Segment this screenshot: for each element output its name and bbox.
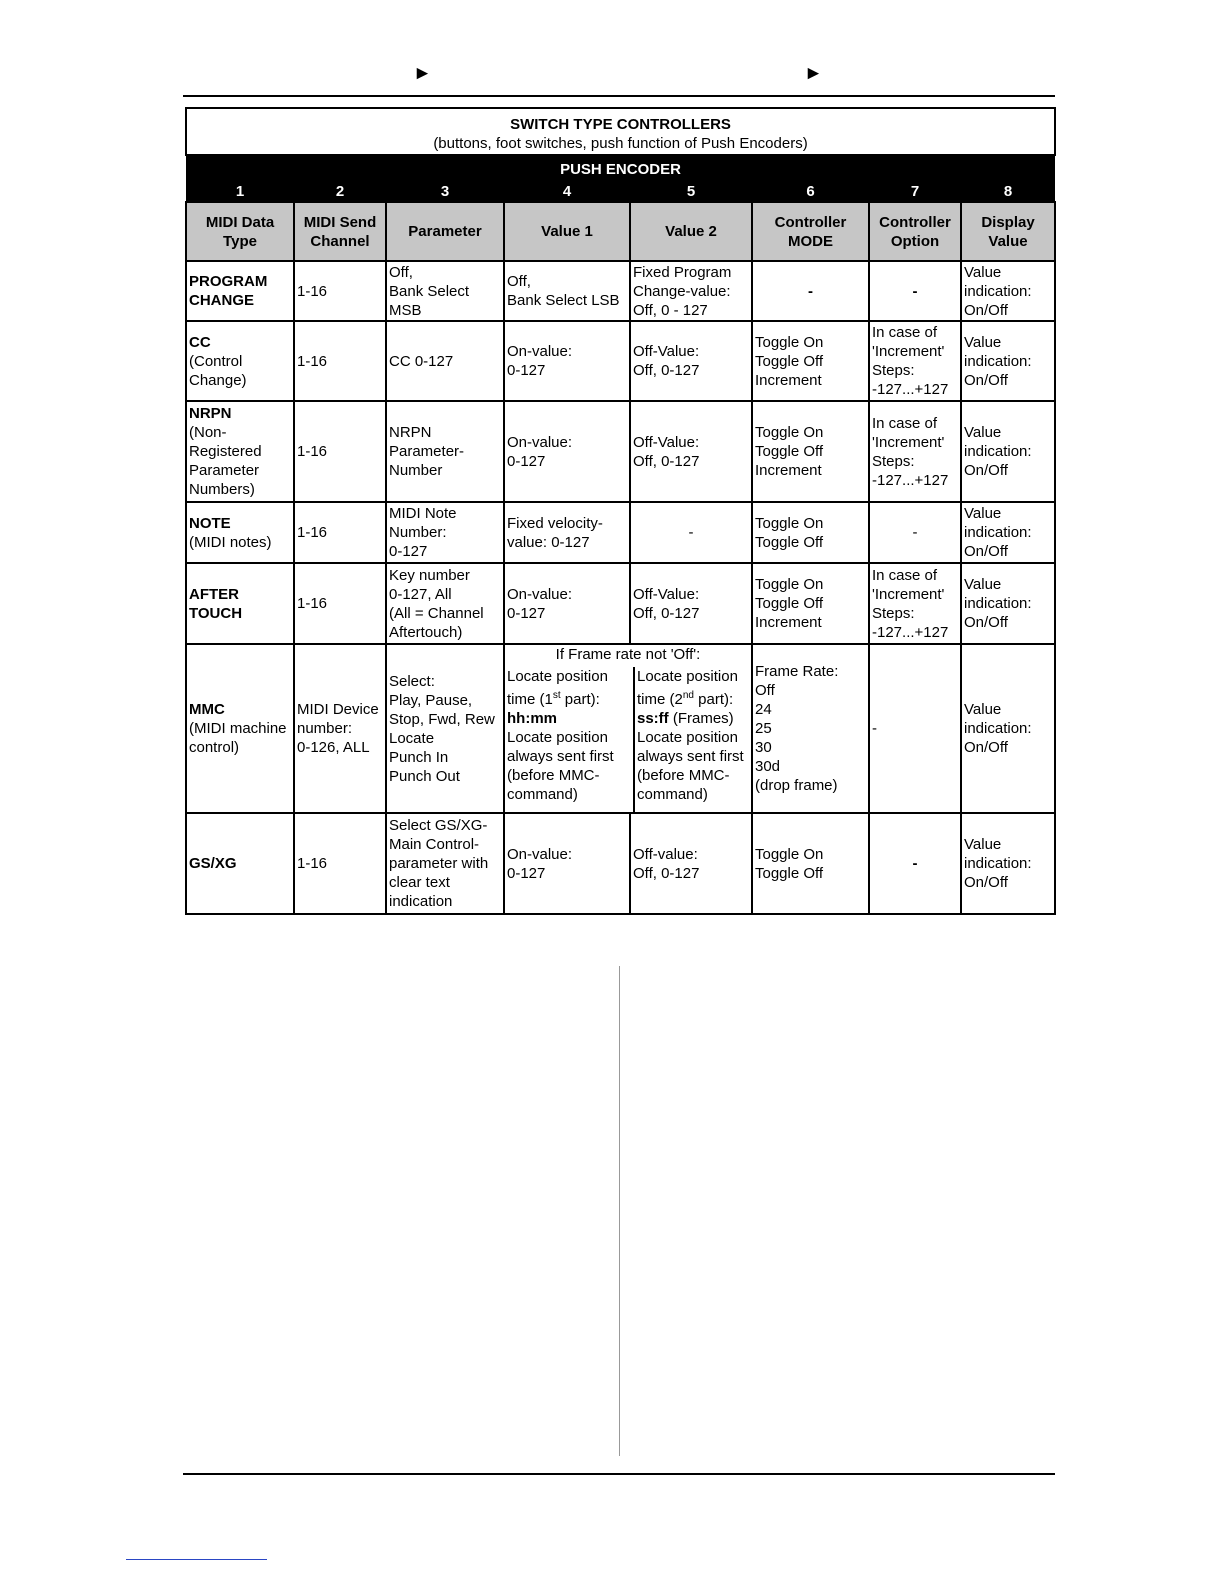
- parameter-cell: Select GS/XG- Main Control- parameter with clear text indication: [386, 813, 504, 914]
- column-number: 8: [961, 180, 1055, 202]
- parameter-cell: Key number 0-127, All (All = Channel Aftertouch): [386, 563, 504, 644]
- column-number: 5: [630, 180, 752, 202]
- column-header: Parameter: [386, 202, 504, 261]
- mmc-value-cell: [504, 644, 752, 813]
- send-channel-cell: 1-16: [294, 502, 386, 563]
- value2-cell: Locate position time (2nd part): ss:ff (Frames) Locate position always sent first (before MMC- command): [637, 668, 744, 803]
- option-cell: -: [869, 644, 961, 813]
- send-channel-cell: 1-16: [294, 563, 386, 644]
- parameter-cell: Select: Play, Pause, Stop, Fwd, Rew Locate Punch In Punch Out: [386, 644, 504, 813]
- send-channel-cell: 1-16: [294, 321, 386, 401]
- column-header: Controller Option: [869, 202, 961, 261]
- mode-cell: Frame Rate: Off 24 25 30 30d (drop frame): [752, 644, 869, 813]
- send-channel-cell: 1-16: [294, 401, 386, 502]
- option-cell: In case of 'Increment' Steps: -127...+127: [869, 401, 961, 502]
- data-type-cell: NRPN (Non- Registered Parameter Numbers): [186, 401, 294, 502]
- data-type-cell: CC (Control Change): [186, 321, 294, 401]
- data-type-cell: NOTE (MIDI notes): [186, 502, 294, 563]
- column-header: Value 1: [504, 202, 630, 261]
- value2-cell: Off-Value: Off, 0-127: [630, 401, 752, 502]
- value2-cell: Fixed Program Change-value: Off, 0 - 127: [630, 261, 752, 321]
- parameter-cell: Off, Bank Select MSB: [386, 261, 504, 321]
- column-number: 3: [386, 180, 504, 202]
- display-cell: Value indication: On/Off: [961, 401, 1055, 502]
- value2-cell: Off-Value: Off, 0-127: [630, 563, 752, 644]
- data-type-cell: MMC (MIDI machine control): [186, 644, 294, 813]
- value1-cell: Fixed velocity- value: 0-127: [504, 502, 630, 563]
- frame-rate-note: If Frame rate not 'Off':: [555, 646, 701, 663]
- display-cell: Value indication: On/Off: [961, 261, 1055, 321]
- value1-cell: On-value: 0-127: [504, 401, 630, 502]
- parameter-cell: NRPN Parameter- Number: [386, 401, 504, 502]
- mode-cell: Toggle On Toggle Off: [752, 502, 869, 563]
- send-channel-cell: 1-16: [294, 813, 386, 914]
- display-cell: Value indication: On/Off: [961, 563, 1055, 644]
- data-type-cell: PROGRAM CHANGE: [186, 261, 294, 321]
- column-number-row: [186, 180, 1055, 202]
- data-type-cell: GS/XG: [186, 813, 294, 914]
- table-row: [186, 261, 1055, 321]
- footer-rule: [183, 1473, 1055, 1475]
- table-row: [186, 813, 1055, 914]
- option-cell: -: [869, 502, 961, 563]
- column-number: 4: [504, 180, 630, 202]
- push-encoder-label: PUSH ENCODER: [186, 155, 1055, 180]
- switch-controllers-table: [185, 107, 1056, 915]
- mode-cell: Toggle On Toggle Off Increment: [752, 401, 869, 502]
- push-encoder-band: [186, 155, 1055, 180]
- display-cell: Value indication: On/Off: [961, 321, 1055, 401]
- column-header: Controller MODE: [752, 202, 869, 261]
- header-rule: [183, 95, 1055, 97]
- column-divider: [619, 966, 620, 1456]
- option-cell: -: [869, 261, 961, 321]
- display-cell: Value indication: On/Off: [961, 502, 1055, 563]
- table-row: [186, 321, 1055, 401]
- value2-cell: -: [630, 502, 752, 563]
- mode-cell: -: [752, 261, 869, 321]
- table-subtitle: (buttons, foot switches, push function of Push Encoders): [433, 135, 808, 152]
- table-row: [186, 401, 1055, 502]
- arrow-right-icon: ►: [413, 63, 432, 84]
- column-header: Display Value: [961, 202, 1055, 261]
- send-channel-cell: MIDI Device number: 0-126, ALL: [294, 644, 386, 813]
- parameter-cell: CC 0-127: [386, 321, 504, 401]
- column-number: 7: [869, 180, 961, 202]
- display-cell: Value indication: On/Off: [961, 813, 1055, 914]
- value1-cell: Off, Bank Select LSB: [504, 261, 630, 321]
- option-cell: In case of 'Increment' Steps: -127...+127: [869, 563, 961, 644]
- value1-cell: Locate position time (1st part): hh:mm Locate position always sent first (before MMC- command): [505, 667, 635, 812]
- mode-cell: Toggle On Toggle Off: [752, 813, 869, 914]
- column-header: Value 2: [630, 202, 752, 261]
- data-type-cell: AFTER TOUCH: [186, 563, 294, 644]
- column-header: MIDI Data Type: [186, 202, 294, 261]
- mode-cell: Toggle On Toggle Off Increment: [752, 563, 869, 644]
- table-row: [186, 502, 1055, 563]
- mode-cell: Toggle On Toggle Off Increment: [752, 321, 869, 401]
- table-row: [186, 644, 1055, 813]
- value1-cell: On-value: 0-127: [504, 813, 630, 914]
- column-header: MIDI Send Channel: [294, 202, 386, 261]
- value1-cell: On-value: 0-127: [504, 563, 630, 644]
- table-row: [186, 563, 1055, 644]
- value2-cell: Off-Value: Off, 0-127: [630, 321, 752, 401]
- table-title: SWITCH TYPE CONTROLLERS: [510, 116, 731, 133]
- arrow-right-icon: ►: [804, 63, 823, 84]
- option-cell: In case of 'Increment' Steps: -127...+127: [869, 321, 961, 401]
- column-number: 2: [294, 180, 386, 202]
- value1-cell: On-value: 0-127: [504, 321, 630, 401]
- option-cell: -: [869, 813, 961, 914]
- footer-link-underline: [126, 1559, 267, 1560]
- table-title-row: [186, 108, 1055, 155]
- send-channel-cell: 1-16: [294, 261, 386, 321]
- display-cell: Value indication: On/Off: [961, 644, 1055, 813]
- column-number: 1: [186, 180, 294, 202]
- column-number: 6: [752, 180, 869, 202]
- column-header-row: [186, 202, 1055, 261]
- parameter-cell: MIDI Note Number: 0-127: [386, 502, 504, 563]
- value2-cell: Off-value: Off, 0-127: [630, 813, 752, 914]
